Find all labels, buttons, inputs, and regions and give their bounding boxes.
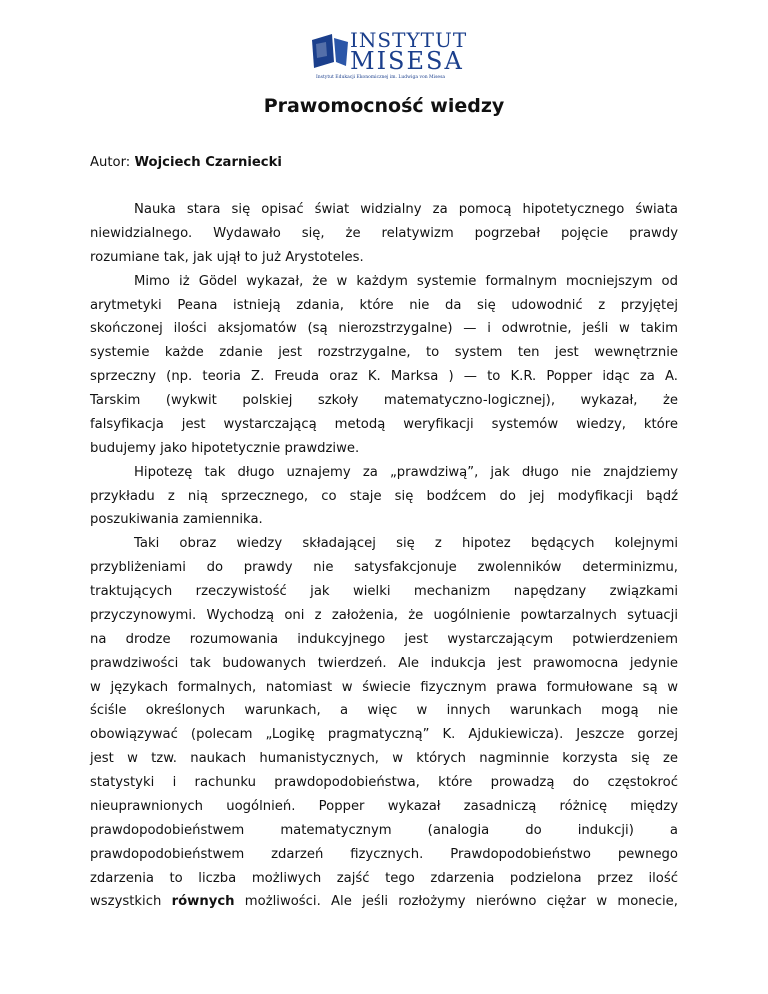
text-line: ściśle określonych warunkach, a więc w innych warunkach mogą nie <box>90 703 678 719</box>
text-line: skończonej ilości aksjomatów (są nierozstrzygalne) — i odwrotnie, jeśli w takim <box>90 321 678 337</box>
text-line: rozumiane tak, jak ujął to już Arystoteles. <box>90 249 364 265</box>
text-line: statystyki i rachunku prawdopodobieństwa, które prowadzą do częstokroć <box>90 775 678 790</box>
text-line: obowiązywać (polecam „Logikę pragmatyczną” K. Ajdukiewicza). Jeszcze gorzej <box>90 727 678 743</box>
text-line: sprzeczny (np. teoria Z. Freuda oraz K. Marksa ) — to K.R. Popper idąc za A. <box>90 369 678 385</box>
text-line: przyczynowymi. Wychodzą oni z założenia, że uogólnienie powtarzalnych sytuacji <box>90 607 678 623</box>
text-line: Mimo iż Gödel wykazał, że w każdym systemie formalnym mocniejszym od <box>134 273 678 289</box>
text-line: nieuprawnionych uogólnień. Popper wykazał zasadniczą różnicę między <box>90 798 678 814</box>
text-line: poszukiwania zamiennika. <box>90 512 263 528</box>
author-line <box>90 154 282 172</box>
text-line-last <box>90 890 678 914</box>
author-label: Autor: <box>90 155 131 170</box>
text-line: Nauka stara się opisać świat widzialny za pomocą hipotetycznego świata <box>134 202 678 217</box>
text-line: traktujących rzeczywistość jak wielki mechanizm napędzany związkami <box>90 584 678 599</box>
text-line: przykładu z nią sprzecznego, co staje się bodźcem do jej modyfikacji bądź <box>90 488 678 504</box>
text-line: falsyfikacja jest wystarczającą metodą weryfikacji systemów wiedzy, które <box>90 416 678 432</box>
text-line: arytmetyki Peana istnieją zdania, które nie da się udowodnić z przyjętej <box>90 297 678 313</box>
text-line: w językach formalnych, natomiast w świecie fizycznym prawa formułowane są w <box>90 679 678 695</box>
text-line: budujemy jako hipotetycznie prawdziwe. <box>90 440 360 456</box>
text-line: Hipotezę tak długo uznajemy za „prawdziwą”, jak długo nie znajdziemy <box>134 464 678 480</box>
author-name: Wojciech Czarniecki <box>134 155 282 170</box>
text-line: niewidzialnego. Wydawało się, że relatywizm pogrzebał pojęcie prawdy <box>90 225 678 241</box>
logo-mark-icon <box>310 32 350 72</box>
text-segment: wszystkich <box>90 894 162 910</box>
text-line: prawdopodobieństwem matematycznym (analogia do indukcji) a <box>90 822 678 838</box>
text-line: systemie każde zdanie jest rozstrzygalne, to system ten jest wewnętrznie <box>90 345 678 361</box>
text-line: Tarskim (wykwit polskiej szkoły matematyczno-logicznej), wykazał, że <box>90 393 678 408</box>
text-line: jest w tzw. naukach humanistycznych, w których nagminnie korzysta się ze <box>90 751 678 767</box>
institute-logo <box>310 28 468 82</box>
text-line: przybliżeniami do prawdy nie satysfakcjonuje zwolenników determinizmu, <box>90 560 678 576</box>
text-line: na drodze rozumowania indukcyjnego jest wystarczającym potwierdzeniem <box>90 631 678 647</box>
article-body <box>90 198 678 914</box>
emphasis-word: równych <box>171 894 235 910</box>
text-line: prawdziwości tak budowanych twierdzeń. Ale indukcja jest prawomocna jedynie <box>90 655 678 671</box>
document-title: Prawomocność wiedzy <box>263 95 505 117</box>
text-line: zdarzenia to liczba możliwych zajść tego zdarzenia podzielona przez ilość <box>90 870 678 886</box>
text-line: Taki obraz wiedzy składającej się z hipotez będących kolejnymi <box>134 536 678 552</box>
logo-subtitle: Instytut Edukacji Ekonomicznej im. Ludwiga von Misesa <box>316 75 446 80</box>
text-line: prawdopodobieństwem zdarzeń fizycznych. Prawdopodobieństwo pewnego <box>90 846 678 862</box>
text-segment: możliwości. Ale jeśli rozłożymy nierówno ciężar w monecie, <box>244 894 678 910</box>
logo-text-line1: INSTYTUT <box>350 28 468 52</box>
logo-text-line2: MISESA <box>350 47 464 75</box>
